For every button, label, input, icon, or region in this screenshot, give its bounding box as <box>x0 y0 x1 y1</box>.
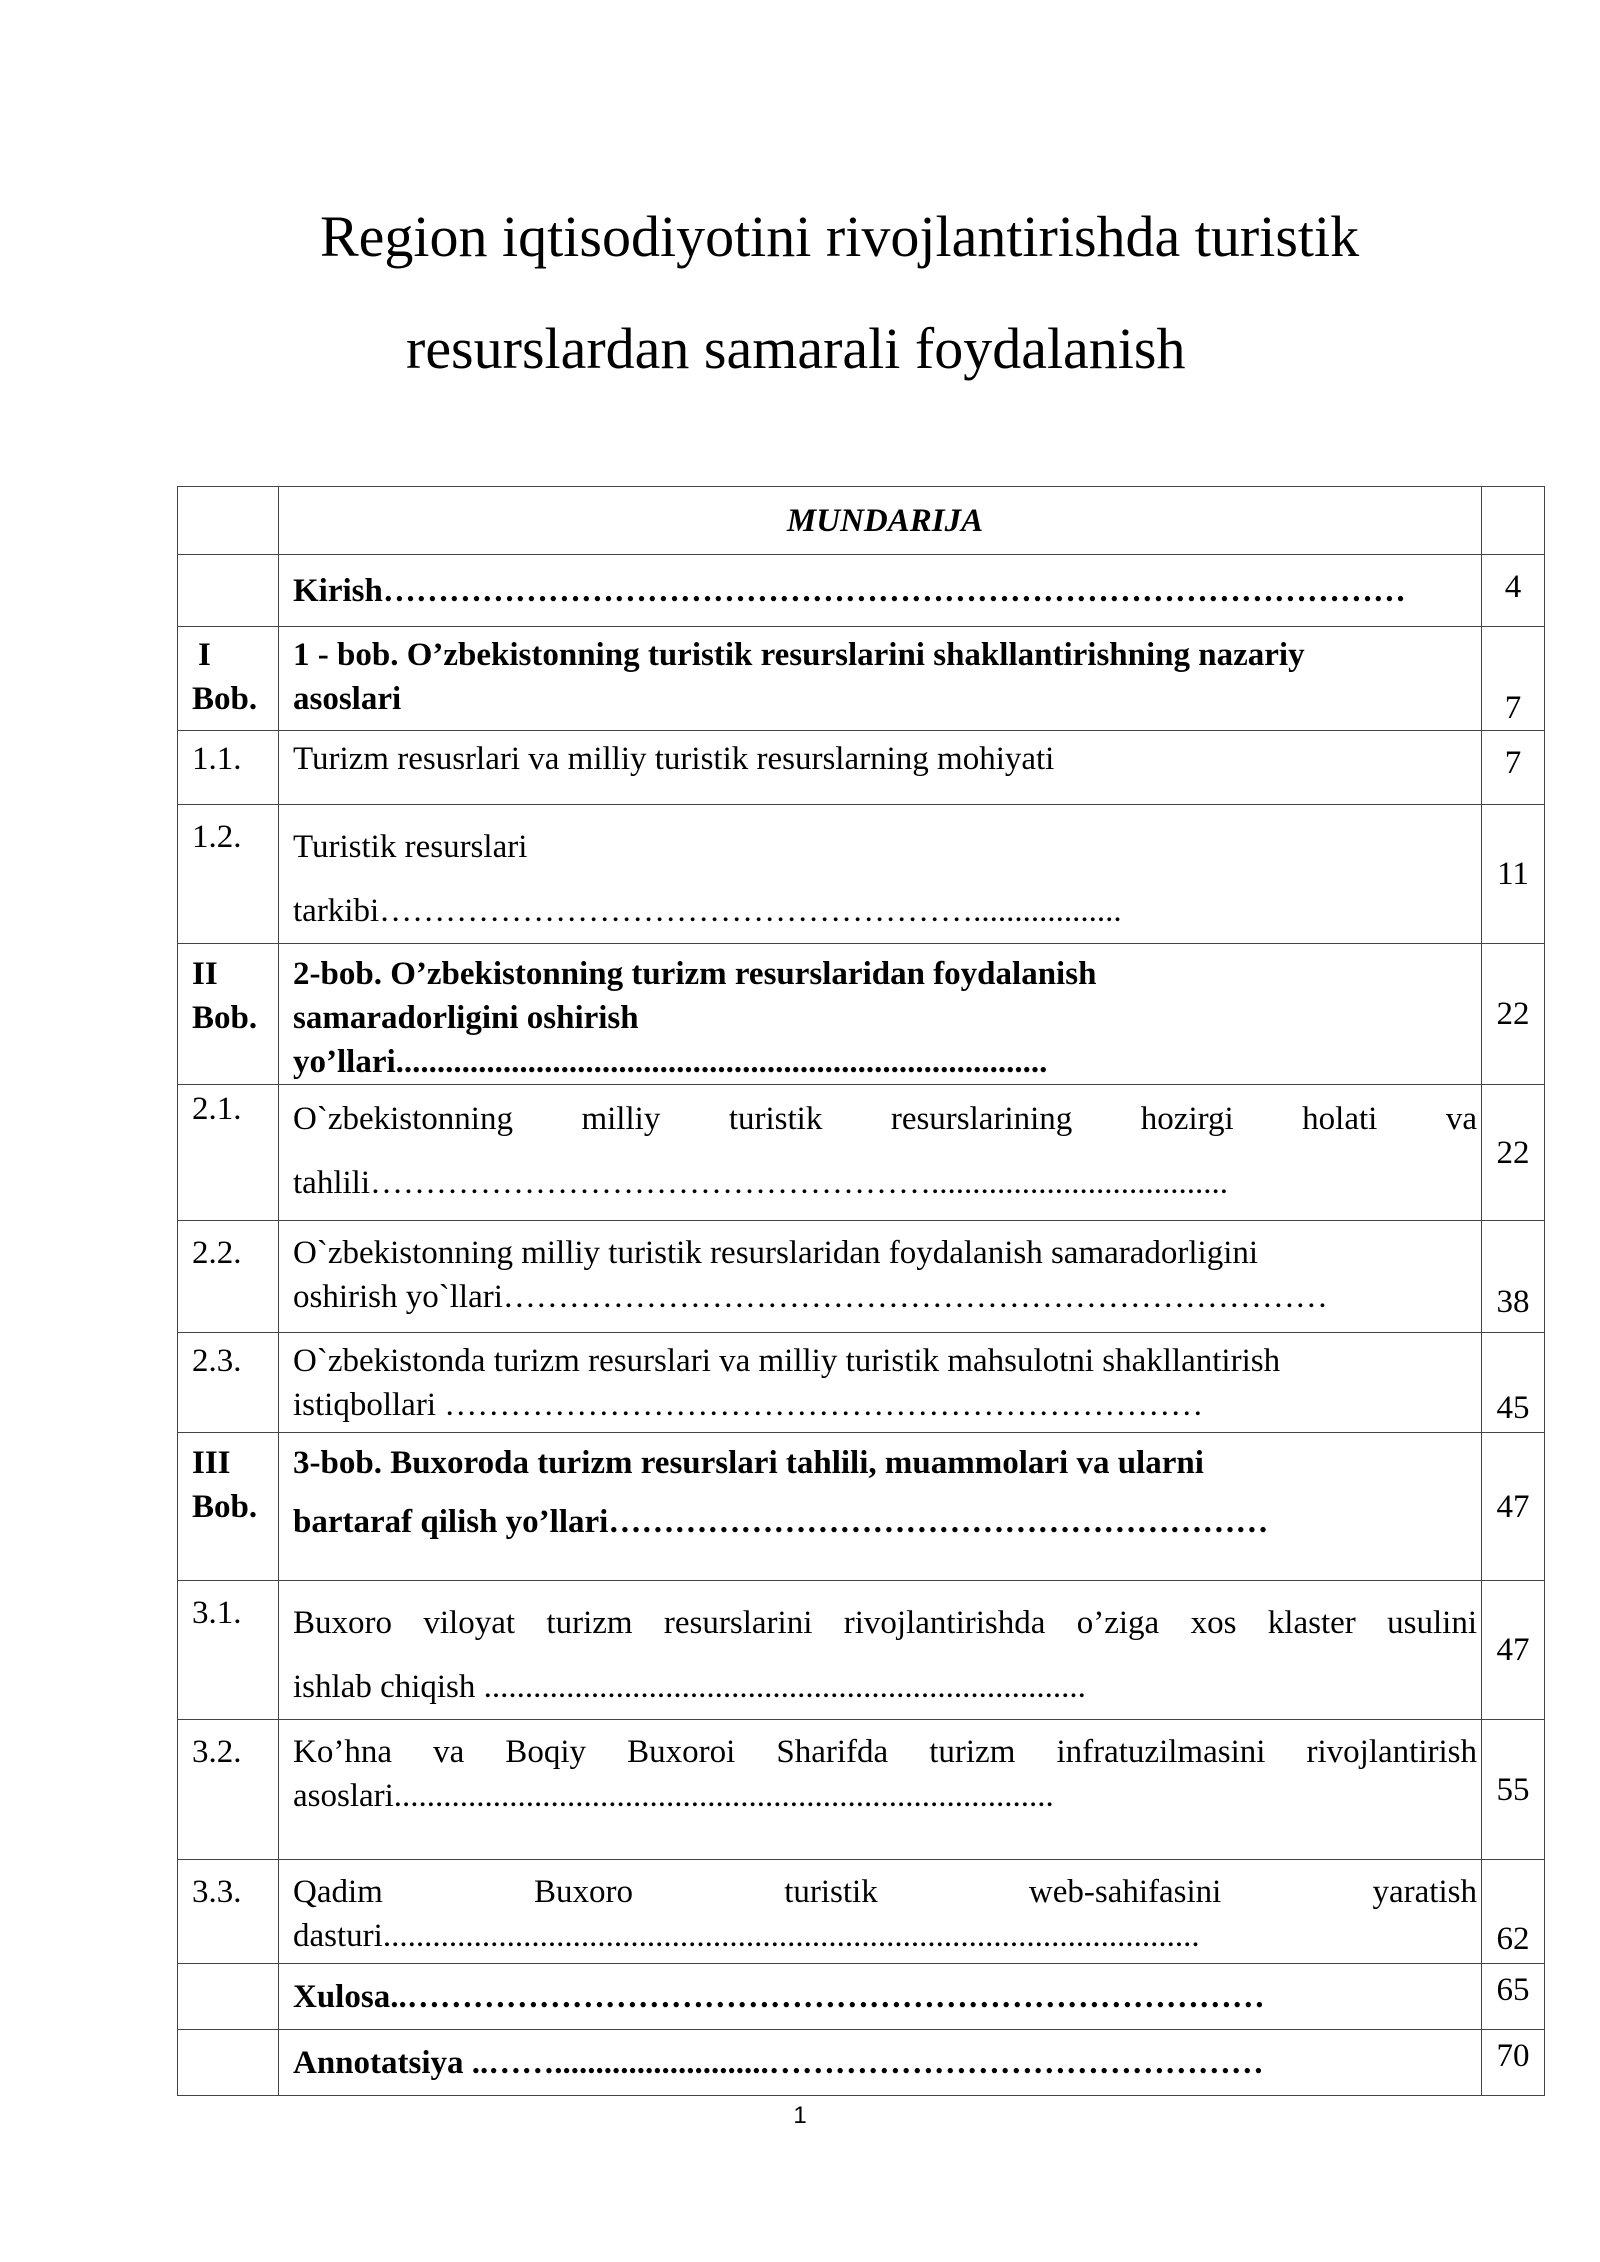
document-title-line-1: Region iqtisodiyotini rivojlantirishda turistik <box>320 204 1360 269</box>
toc-row-number: 2.2. <box>178 1221 279 1333</box>
toc-row-title-line: O`zbekistonning milliy turistik resurslaridan foydalanish samaradorligini <box>293 1235 1259 1271</box>
toc-row <box>178 2030 1545 2096</box>
toc-header-page-cell <box>1482 487 1545 555</box>
toc-row-page: 47 <box>1482 1581 1545 1720</box>
toc-row-title <box>279 1860 1482 1964</box>
toc-row-page: 22 <box>1482 944 1545 1085</box>
toc-row-number-line: III <box>192 1445 231 1481</box>
toc-row-number <box>178 2030 279 2096</box>
toc-row-title-line: 3-bob. Buxoroda turizm resurslari tahlili, muammolari va ularni <box>293 1445 1204 1481</box>
document-title-line-2: resurslardan samarali foydalanish <box>406 316 1186 381</box>
toc-row <box>178 1221 1545 1333</box>
toc-row-title <box>279 731 1482 805</box>
toc-row-title-line: bartaraf qilish yo’llari…………………………………………………… <box>293 1504 1269 1540</box>
toc-row <box>178 1581 1545 1720</box>
toc-row-number-line: Bob. <box>192 1000 258 1036</box>
toc-row-title-line: tarkibi……………………………………………….................. <box>293 893 1122 929</box>
toc-row-title-line: O`zbekistonning milliy turistik resurslarining hozirgi holati va <box>293 1101 1477 1137</box>
toc-row-page: 55 <box>1482 1720 1545 1860</box>
toc-row-title <box>279 1085 1482 1221</box>
toc-row <box>178 805 1545 944</box>
toc-row-title <box>279 1433 1482 1581</box>
toc-header-label: MUNDARIJA <box>786 502 984 539</box>
toc-row-number <box>178 1433 279 1581</box>
toc-row <box>178 1964 1545 2030</box>
toc-row-title <box>279 1333 1482 1433</box>
toc-row-title-line: istiqbollari …………………………………………………………… <box>293 1387 1204 1423</box>
toc-row-title-line: yo’llari............................................................................... <box>293 1044 1048 1080</box>
toc-row-number: 1.2. <box>178 805 279 944</box>
toc-row-title-line: Kirish………………………………………………………………………………… <box>293 572 1406 609</box>
toc-row-number-line: II <box>192 956 218 992</box>
toc-header <box>279 487 1482 555</box>
toc-row-title <box>279 1581 1482 1720</box>
toc-row-number: 3.1. <box>178 1581 279 1720</box>
toc-row-title-line: oshirish yo`llari………………………………………………………………… <box>293 1279 1328 1315</box>
page-number: 1 <box>793 2102 807 2129</box>
toc-row-title-line: 2-bob. O’zbekistonning turizm resurslaridan foydalanish <box>293 956 1097 992</box>
toc-row-number <box>178 555 279 627</box>
toc-row-title <box>279 1964 1482 2030</box>
toc-row-title-line: 1 - bob. O’zbekistonning turistik resurslarini shakllantirishning nazariy <box>293 637 1305 673</box>
toc-row <box>178 627 1545 731</box>
toc-row <box>178 1433 1545 1581</box>
toc-row <box>178 1860 1545 1964</box>
toc-row-number: 3.3. <box>178 1860 279 1964</box>
toc-row-title <box>279 1720 1482 1860</box>
toc-row-page: 62 <box>1482 1860 1545 1964</box>
toc-row-page: 11 <box>1482 805 1545 944</box>
toc-row-title <box>279 944 1482 1085</box>
toc-row-number-line: Bob. <box>192 681 258 717</box>
toc-row-page: 45 <box>1482 1333 1545 1433</box>
toc-header-empty-cell <box>178 487 279 555</box>
toc-row-title-line: Annotatsiya ..……..........................……………………………………… <box>293 2044 1264 2081</box>
toc-row-page: 47 <box>1482 1433 1545 1581</box>
toc-row-title-line: Qadim Buxoro turistik web-sahifasini yaratish <box>293 1874 1477 1910</box>
toc-row <box>178 731 1545 805</box>
toc-row-page: 7 <box>1482 731 1545 805</box>
toc-row-title <box>279 2030 1482 2096</box>
toc-row-number: 2.1. <box>178 1085 279 1221</box>
toc-row-title-line: samaradorligini oshirish <box>293 1000 639 1036</box>
toc-row-page: 7 <box>1482 627 1545 731</box>
toc-row-title-line: O`zbekistonda turizm resurslari va milliy turistik mahsulotni shakllantirish <box>293 1343 1281 1379</box>
toc-row-title-line: tahlili…………………………………………….................................... <box>293 1165 1228 1201</box>
toc-row-number <box>178 944 279 1085</box>
toc-row-number-line: I <box>198 637 211 673</box>
toc-row <box>178 555 1545 627</box>
toc-row-title <box>279 555 1482 627</box>
toc-row-page: 22 <box>1482 1085 1545 1221</box>
toc-row-title-line: Xulosa..…………………………………………………………………… <box>293 1978 1265 2015</box>
toc-row-title <box>279 627 1482 731</box>
toc-row-title-line: Turizm resusrlari va milliy turistik resurslarning mohiyati <box>293 741 1055 777</box>
toc-row-title-line: ishlab chiqish ......................................................................... <box>293 1669 1086 1705</box>
toc-row-title <box>279 805 1482 944</box>
toc-row <box>178 1085 1545 1221</box>
toc-header-row <box>178 487 1545 555</box>
toc-row-page: 65 <box>1482 1964 1545 2030</box>
toc-row-title-line: Turistik resurslari <box>293 829 528 865</box>
toc-row-title <box>279 1221 1482 1333</box>
toc-row-page: 38 <box>1482 1221 1545 1333</box>
toc-row-title-line: Buxoro viloyat turizm resurslarini rivojlantirishda o’ziga xos klaster usulini <box>293 1605 1477 1641</box>
toc-row-page: 4 <box>1482 555 1545 627</box>
toc-row-title-line: asoslari................................................................................ <box>293 1778 1054 1814</box>
toc-row <box>178 1720 1545 1860</box>
toc-row-number-line: Bob. <box>192 1489 258 1525</box>
toc-row-number <box>178 627 279 731</box>
table-of-contents <box>177 486 1545 2096</box>
toc-row <box>178 1333 1545 1433</box>
toc-row-page: 70 <box>1482 2030 1545 2096</box>
toc-row-title-line: Ko’hna va Boqiy Buxoroi Sharifda turizm infratuzilmasini rivojlantirish <box>293 1734 1477 1770</box>
toc-row <box>178 944 1545 1085</box>
toc-row-number: 2.3. <box>178 1333 279 1433</box>
toc-row-number <box>178 1964 279 2030</box>
toc-row-title-line: dasturi................................................................................................... <box>293 1918 1200 1954</box>
toc-row-number: 3.2. <box>178 1720 279 1860</box>
toc-row-number: 1.1. <box>178 731 279 805</box>
toc-row-title-line: asoslari <box>293 681 402 717</box>
